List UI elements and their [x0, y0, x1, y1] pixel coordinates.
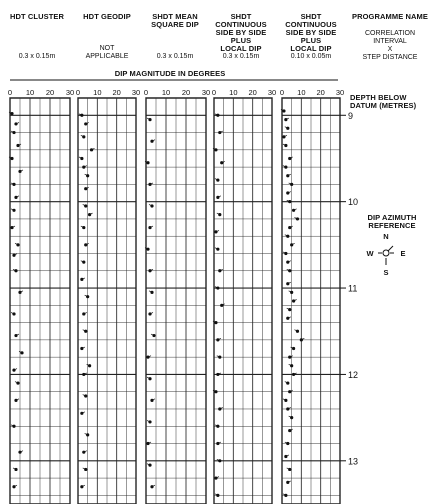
interval-hdt-geodip: NOT APPLICABLE: [85, 45, 129, 60]
dip-point: [214, 230, 217, 233]
x-tick-label: 0: [143, 88, 149, 97]
x-tick-label: 30: [201, 88, 211, 97]
x-tick-label: 10: [229, 88, 238, 97]
interval-hdt-cluster: 0.3 x 0.15m: [18, 53, 56, 60]
x-tick-label: 30: [335, 88, 345, 97]
x-tick-label: 0: [279, 88, 285, 97]
depth-tick-label: 12: [348, 369, 359, 380]
x-tick-label: 0: [7, 88, 13, 97]
dip-point: [218, 407, 221, 410]
x-tick-label: 10: [25, 88, 35, 97]
interval-shdt-continuous-1: 0.3 x 0.15m: [222, 53, 260, 60]
col-title-shdt-continuous-1: SHDT CONTINUOUS SIDE BY SIDE PLUS LOCAL DIP: [215, 12, 267, 53]
x-tick-label: 20: [45, 88, 55, 97]
x-tick-label: 30: [267, 88, 277, 97]
x-tick-label: 20: [248, 88, 257, 97]
x-tick-label: 0: [211, 88, 217, 97]
azimuth-n-label: N: [383, 232, 389, 241]
x-tick-label: 30: [131, 88, 141, 97]
dip-point: [218, 131, 221, 134]
x-tick-label: 20: [316, 88, 325, 97]
interval-shdt-mean-square: 0.3 x 0.15m: [156, 53, 194, 60]
azimuth-e-label: E: [400, 249, 406, 258]
x-tick-label: 30: [65, 88, 75, 97]
col-title-shdt-mean-square-dip: SHDT MEAN SQUARE DIP: [151, 12, 199, 29]
x-tick-label: 0: [75, 88, 81, 97]
dip-point: [218, 269, 221, 272]
interval-shdt-continuous-2: 0.10 x 0.05m: [290, 53, 332, 60]
programme-name-label: PROGRAMME NAME: [352, 12, 428, 21]
x-tick-label: 10: [93, 88, 102, 97]
x-tick-label: 10: [161, 88, 171, 97]
x-tick-label: 20: [181, 88, 191, 97]
correlation-interval-label: CORRELATION INTERVAL X STEP DISTANCE: [362, 30, 418, 61]
depth-tick-label: 10: [348, 197, 359, 208]
depth-tick-label: 11: [348, 283, 358, 294]
x-tick-label: 20: [112, 88, 121, 97]
azimuth-symbol-tail: [388, 246, 393, 251]
col-title-hdt-cluster: HDT CLUSTER: [9, 12, 64, 21]
depth-tick-label: 9: [348, 110, 354, 121]
col-title-hdt-geodip: HDT GEODIP: [83, 12, 131, 21]
azimuth-s-label: S: [383, 268, 389, 277]
depth-axis-label: DEPTH BELOW DATUM (METRES): [350, 93, 417, 110]
col-title-shdt-continuous-2: SHDT CONTINUOUS SIDE BY SIDE PLUS LOCAL DIP: [285, 12, 337, 53]
x-tick-label: 10: [297, 88, 306, 97]
dip-point: [214, 476, 217, 479]
azimuth-reference-title: DIP AZIMUTH REFERENCE: [367, 213, 417, 230]
x-axis-label: DIP MAGNITUDE IN DEGREES: [114, 69, 226, 78]
azimuth-w-label: W: [366, 249, 374, 258]
depth-tick-label: 13: [348, 456, 359, 467]
